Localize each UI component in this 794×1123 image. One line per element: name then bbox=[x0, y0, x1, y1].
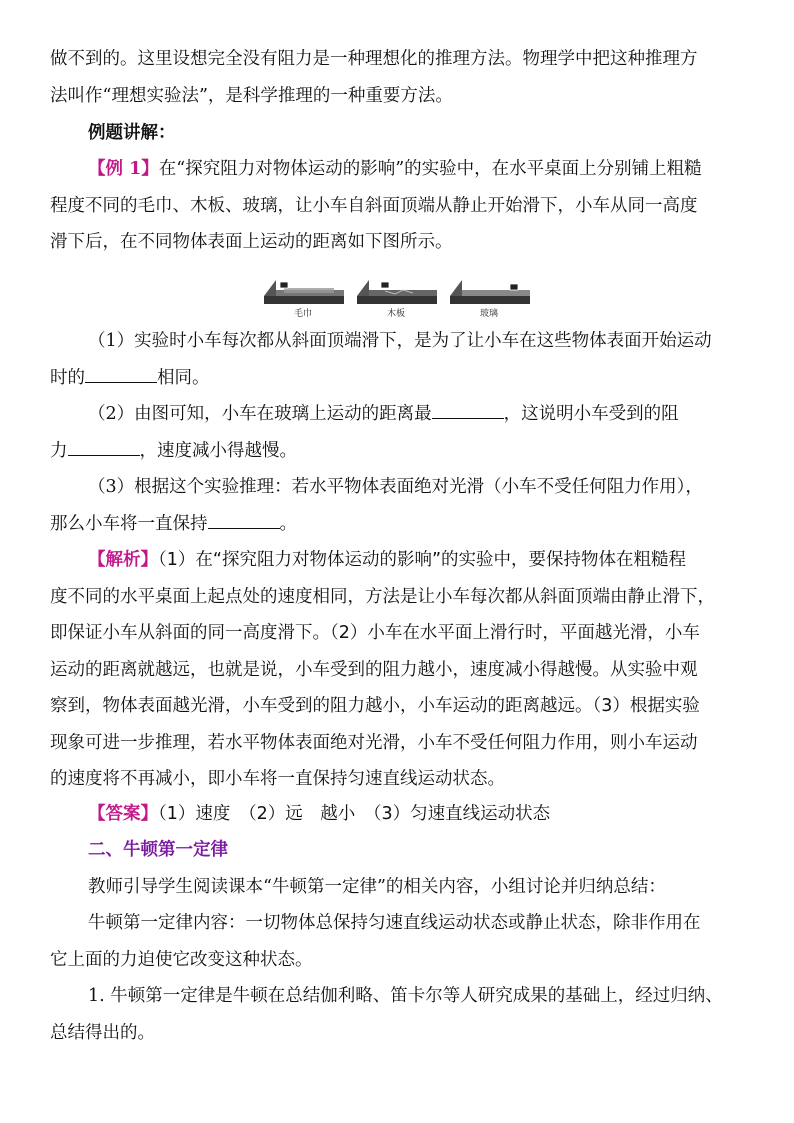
glass-label: 玻璃 bbox=[479, 309, 498, 319]
glass-board-image bbox=[448, 274, 530, 308]
answer-blank-2[interactable] bbox=[432, 402, 504, 419]
question-2b-pre: 力 bbox=[50, 441, 68, 461]
answer-blank-1[interactable] bbox=[85, 366, 157, 383]
example-heading: 例题讲解： bbox=[88, 123, 176, 143]
analysis-line-5: 察到，物体表面越光滑，小车受到的阻力越小，小车运动的距离越远。（3）根据实验 bbox=[50, 696, 700, 716]
section-2-item-1-line-1: 1. 牛顿第一定律是牛顿在总结伽利略、笛卡尔等人研究成果的基础上，经过归纳、 bbox=[88, 986, 723, 1006]
question-2-pre: （2）由图可知，小车在玻璃上运动的距离最 bbox=[88, 404, 432, 424]
question-2-line-1 bbox=[88, 402, 679, 426]
towel-board-image bbox=[262, 274, 344, 308]
example-line-2: 程度不同的毛巾、木板、玻璃，让小车自斜面顶端从静止开始滑下，小车从同一高度 bbox=[50, 196, 698, 216]
analysis-line-6: 现象可进一步推理，若水平物体表面绝对光滑，小车不受任何阻力作用，则小车运动 bbox=[50, 733, 698, 753]
question-1-line-2 bbox=[50, 366, 210, 390]
analysis-tag: 【解析】 bbox=[88, 550, 158, 570]
analysis-line-2: 度不同的水平桌面上起点处的速度相同，方法是让小车每次都从斜面顶端由静止滑下， bbox=[50, 587, 715, 607]
example-tag: 【例 1】 bbox=[88, 159, 159, 179]
example-text-1: 在“探究阻力对物体运动的影响”的实验中，在水平桌面上分别铺上粗糙 bbox=[158, 159, 702, 179]
question-3-line-1: （3）根据这个实验推理：若水平物体表面绝对光滑（小车不受任何阻力作用）， bbox=[88, 477, 703, 497]
towel-label: 毛巾 bbox=[293, 309, 312, 319]
section-2-item-1-line-2: 总结得出的。 bbox=[50, 1023, 155, 1043]
section-2-heading: 二、牛顿第一定律 bbox=[88, 840, 228, 860]
question-3-post: 。 bbox=[279, 514, 297, 534]
answer-line bbox=[88, 802, 550, 826]
question-3-line-2 bbox=[50, 512, 297, 536]
analysis-line-4: 运动的距离就越远，也就是说，小车受到的阻力越小，速度减小得越慢。从实验中观 bbox=[50, 660, 698, 680]
analysis-line-1 bbox=[88, 548, 686, 572]
answer-blank-4[interactable] bbox=[208, 512, 280, 529]
question-2-post: ，这说明小车受到的阻 bbox=[503, 404, 679, 424]
question-3-pre: 那么小车将一直保持 bbox=[50, 514, 208, 534]
example-line-1 bbox=[88, 157, 702, 181]
wood-board-image bbox=[355, 274, 437, 308]
answer-text: （1）速度 （2）远 越小 （3）匀速直线运动状态 bbox=[158, 804, 551, 824]
question-1-line-1: （1）实验时小车每次都从斜面顶端滑下，是为了让小车在这些物体表面开始运动 bbox=[88, 331, 712, 351]
analysis-text-1: （1）在“探究阻力对物体运动的影响”的实验中，要保持物体在粗糙程 bbox=[158, 550, 687, 570]
answer-blank-3[interactable] bbox=[68, 439, 140, 456]
question-1-pre: 时的 bbox=[50, 368, 85, 388]
question-1-post: 相同。 bbox=[157, 368, 210, 388]
analysis-line-7: 的速度将不再减小，即小车将一直保持匀速直线运动状态。 bbox=[50, 769, 505, 789]
analysis-line-3: 即保证小车从斜面的同一高度滑下。（2）小车在水平面上滑行时，平面越光滑，小车 bbox=[50, 623, 700, 643]
wood-label: 木板 bbox=[386, 309, 405, 319]
section-2-para-1: 教师引导学生阅读课本“牛顿第一定律”的相关内容，小组讨论并归纳总结： bbox=[88, 877, 666, 897]
intro-line-2: 法叫作“理想实验法”，是科学推理的一种重要方法。 bbox=[50, 86, 453, 106]
intro-line-1: 做不到的。这里设想完全没有阻力是一种理想化的推理方法。物理学中把这种推理方 bbox=[50, 49, 698, 69]
answer-tag: 【答案】 bbox=[88, 804, 158, 824]
question-2b-post: ，速度减小得越慢。 bbox=[139, 441, 297, 461]
question-2-line-2 bbox=[50, 439, 297, 463]
section-2-para-2-line-2: 它上面的力迫使它改变这种状态。 bbox=[50, 950, 313, 970]
section-2-para-2-line-1: 牛顿第一定律内容：一切物体总保持匀速直线运动状态或静止状态，除非作用在 bbox=[88, 913, 701, 933]
experiment-figure bbox=[262, 270, 530, 320]
example-line-3: 滑下后，在不同物体表面上运动的距离如下图所示。 bbox=[50, 232, 453, 252]
